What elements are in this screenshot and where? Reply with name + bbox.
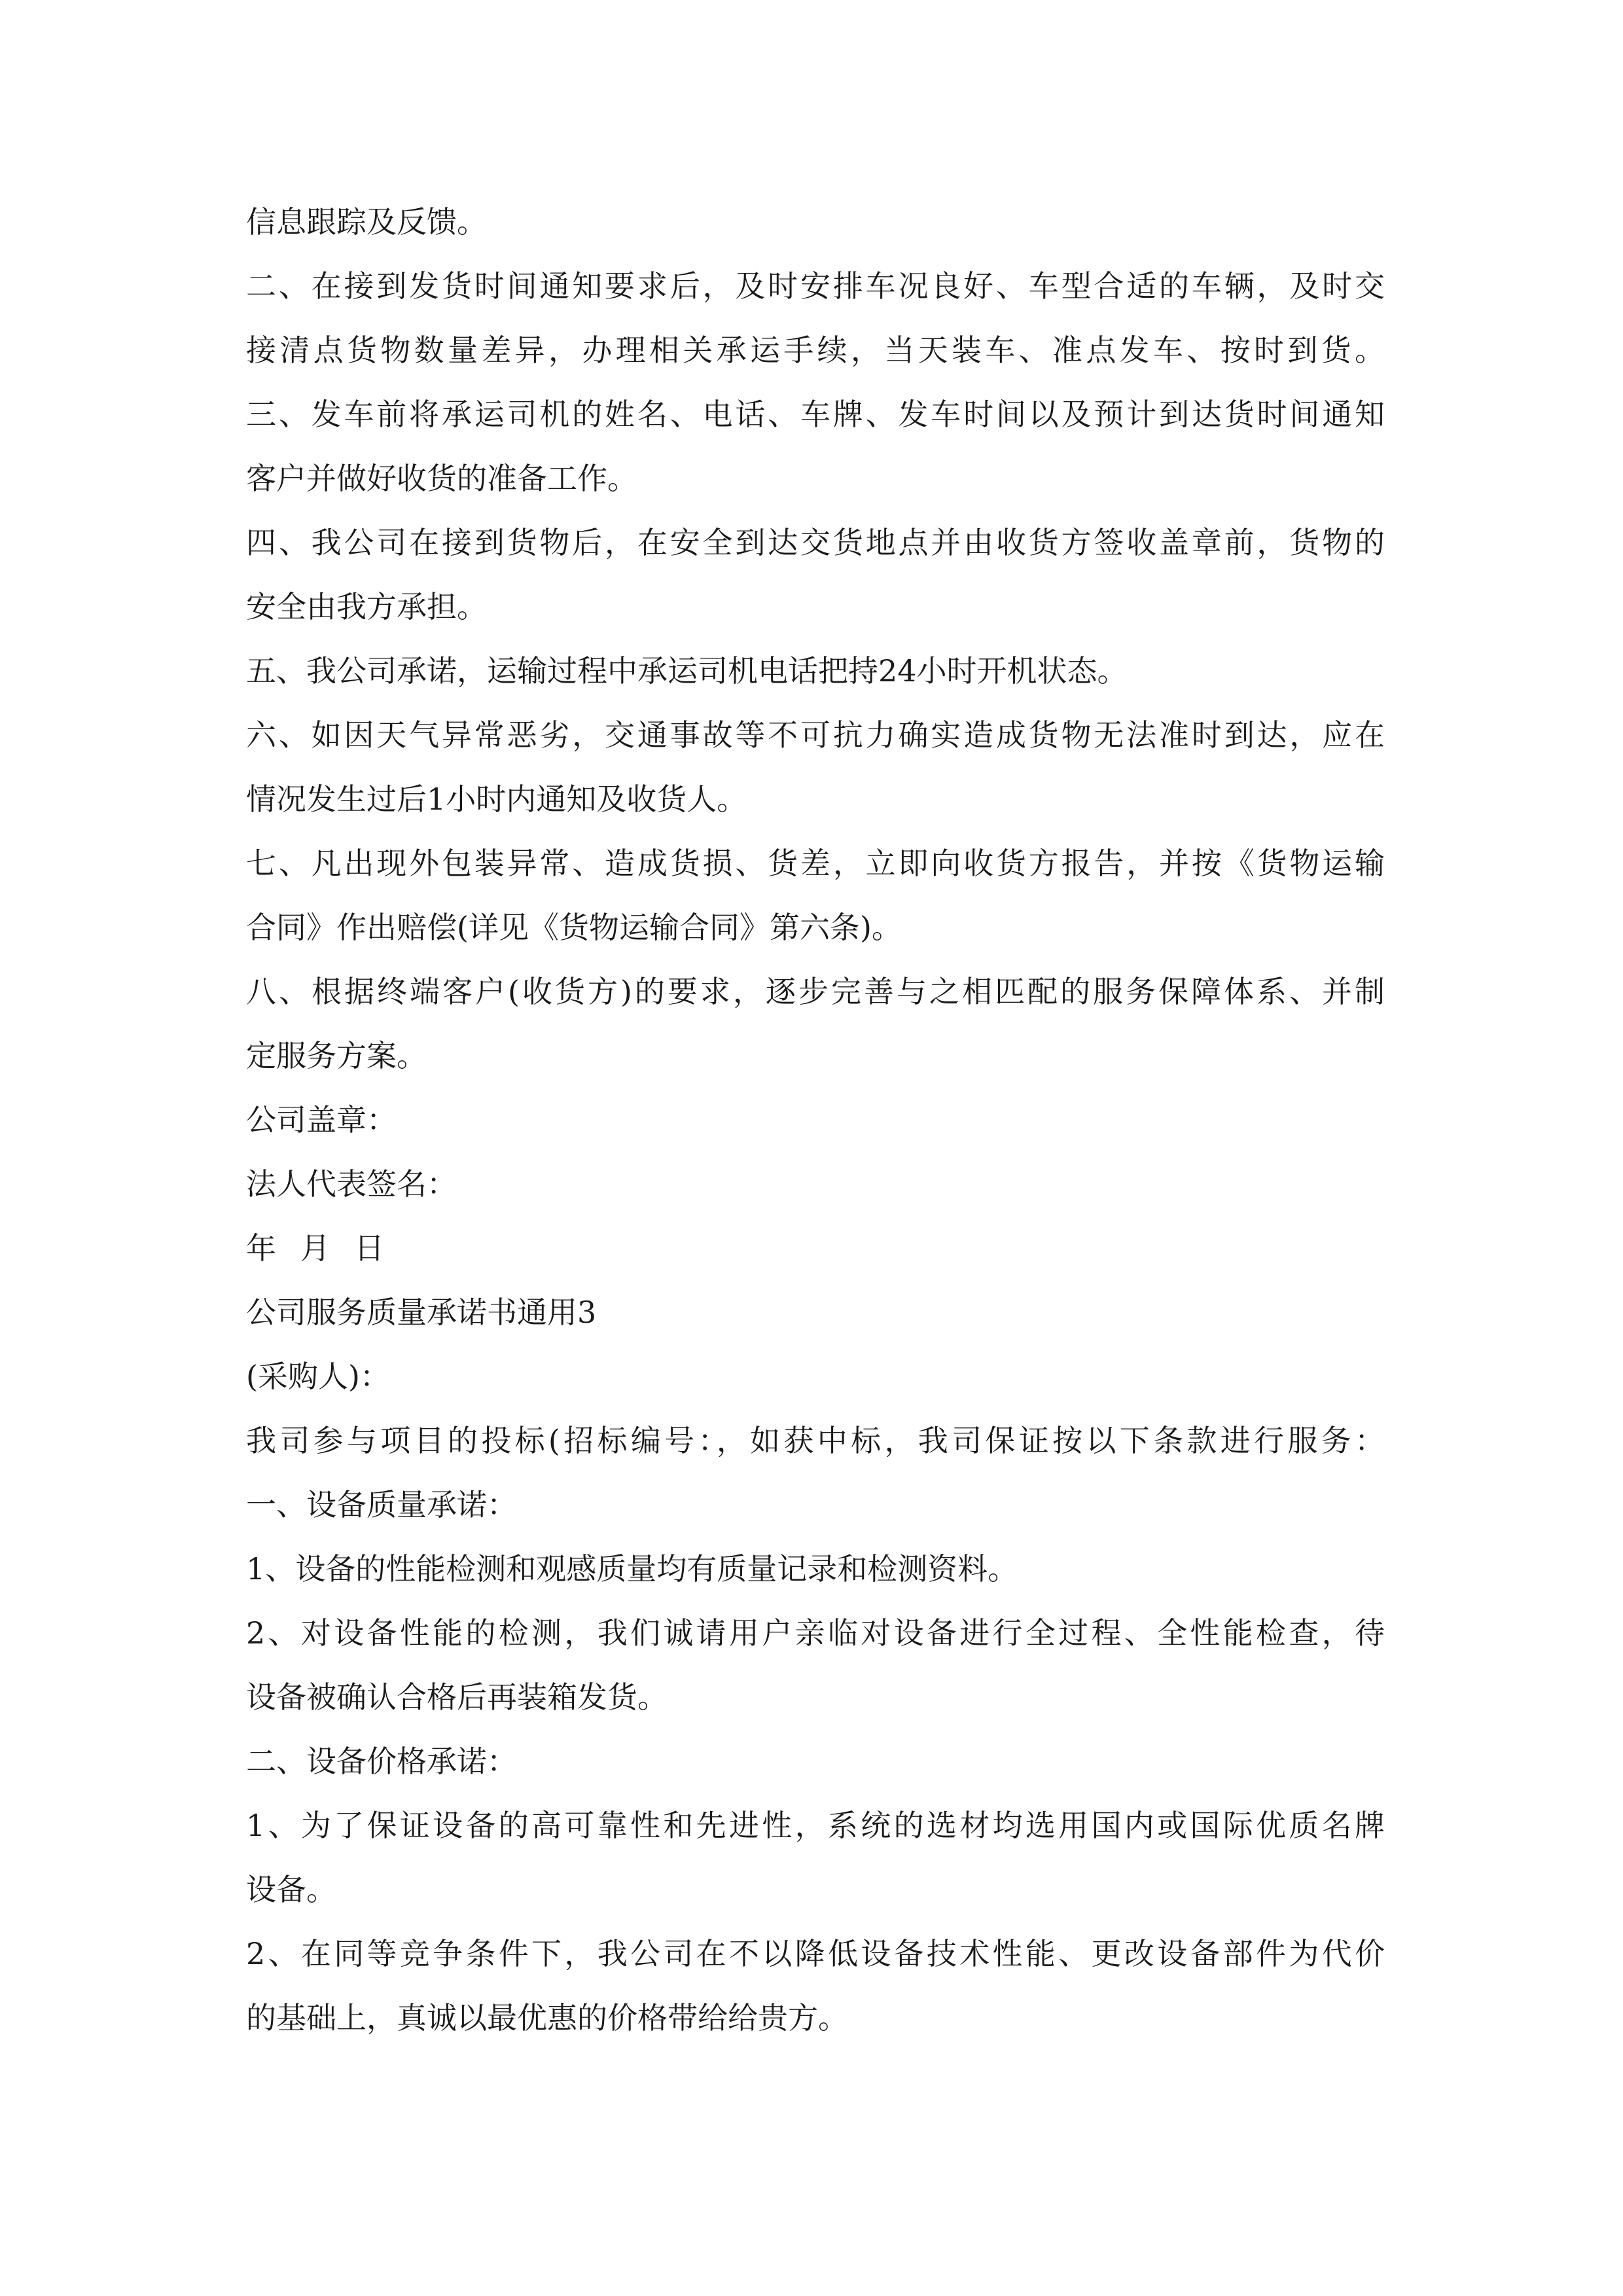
section-title: 公司服务质量承诺书通用3 — [246, 1295, 597, 1330]
subsection-heading: 一、设备质量承诺： — [246, 1487, 517, 1522]
text-line: 七、凡出现外包装异常、造成货损、货差，立即向收货方报告，并按《货物运输 — [246, 846, 1385, 881]
text-line: 设备。 — [246, 1872, 336, 1907]
subsection-heading: 二、设备价格承诺： — [246, 1744, 517, 1779]
text-line: 1、为了保证设备的高可靠性和先进性，系统的选材均选用国内或国际优质名牌 — [246, 1808, 1385, 1843]
text-line: 设备被确认合格后再装箱发货。 — [246, 1679, 668, 1715]
text-line: 2、对设备性能的检测，我们诚请用户亲临对设备进行全过程、全性能检查，待 — [246, 1615, 1385, 1651]
text-line: 三、发车前将承运司机的姓名、电话、车牌、发车时间以及预计到达货时间通知 — [246, 397, 1385, 432]
text-line: 六、如因天气异常恶劣，交通事故等不可抗力确实造成货物无法准时到达，应在 — [246, 717, 1385, 753]
text-line: 2、在同等竞争条件下，我公司在不以降低设备技术性能、更改设备部件为代价 — [246, 1936, 1385, 1971]
text-line: 的基础上，真诚以最优惠的价格带给给贵方。 — [246, 2000, 848, 2036]
text-line: 接清点货物数量差异，办理相关承运手续，当天装车、准点发车、按时到货。 — [246, 332, 1385, 368]
text-line: 信息跟踪及反馈。 — [246, 204, 487, 240]
text-line: 定服务方案。 — [246, 1038, 427, 1073]
date-label: 年 月 日 — [246, 1230, 385, 1266]
text-line: 客户并做好收货的准备工作。 — [246, 461, 637, 496]
text-line: 情况发生过后1小时内通知及收货人。 — [246, 781, 747, 817]
text-line: 我司参与项目的投标(招标编号：，如获中标，我司保证按以下条款进行服务： — [246, 1423, 1385, 1458]
document-body — [246, 190, 1385, 2050]
text-line: 合同》作出赔偿(详见《货物运输合同》第六条)。 — [246, 910, 902, 945]
legal-representative-signature-label: 法人代表签名： — [246, 1166, 457, 1202]
text-line: 四、我公司在接到货物后，在安全到达交货地点并由收货方签收盖章前，货物的 — [246, 525, 1385, 560]
text-line: 安全由我方承担。 — [246, 589, 487, 624]
text-line: 八、根据终端客户(收货方)的要求，逐步完善与之相匹配的服务保障体系、并制 — [246, 974, 1385, 1009]
company-seal-label: 公司盖章： — [246, 1102, 397, 1138]
text-line: 五、我公司承诺，运输过程中承运司机电话把持24小时开机状态。 — [246, 653, 1128, 689]
purchaser-label: (采购人)： — [246, 1359, 390, 1394]
text-line: 1、设备的性能检测和观感质量均有质量记录和检测资料。 — [246, 1551, 1018, 1587]
text-line: 二、在接到发货时间通知要求后，及时安排车况良好、车型合适的车辆，及时交 — [246, 268, 1385, 304]
